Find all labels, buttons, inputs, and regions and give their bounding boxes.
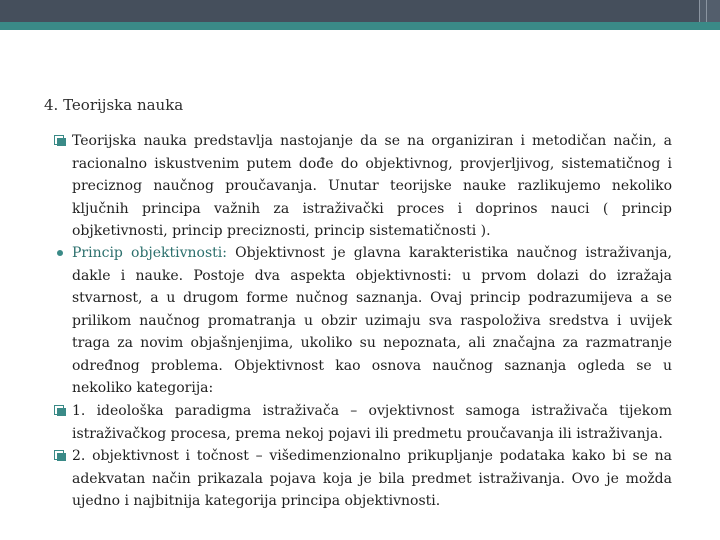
slide-body xyxy=(54,130,672,513)
paragraph-text: Objektivnost je glavna karakteristika naučnog istraživanja, dakle i nauke. Postoje dva aspekta objektivnosti: u prvom dolazi do izražaja stvarnost, a u drugom forme nučnog saznanja. Ovaj princip podrazumijeva a se prilikom naučnog promatranja u obzir uzimaju sva raspoloživa sredstva i uvijek traga za novim objašnjenjima, ukoliko su nepoznata, ali značajna za razmatranje određnog problema. Objektivnost kao osnova naučnog saznanja ogleda se u nekoliko kategorija: xyxy=(72,245,672,396)
paragraph-principle xyxy=(54,242,672,400)
checkbox-bullet-icon xyxy=(54,450,66,461)
top-bar-corner-block xyxy=(700,0,720,22)
paragraph-intro xyxy=(54,130,672,242)
top-bar-dark-band xyxy=(0,0,720,22)
paragraph-category-1 xyxy=(54,400,672,445)
top-bar-accent-band xyxy=(0,22,720,30)
top-bar-divider xyxy=(699,0,700,22)
checkbox-bullet-icon xyxy=(54,135,66,146)
dot-bullet-icon xyxy=(57,250,63,256)
top-bar-divider xyxy=(706,0,707,22)
paragraph-text: Teorijska nauka predstavlja nastojanje da se na organiziran i metodičan način, a racionalno iskustvenim putem dođe do objektivnog, provjerljivog, sistematičnog i preciznog naučnog proučavanja. Unutar teorijske nauke razlikujemo nekoliko ključnih principa važnih za istraživački proces i doprinos nauci ( princip objketivnosti, princip preciznosti, princip sistematičnosti ). xyxy=(72,133,672,239)
paragraph-category-2 xyxy=(54,445,672,513)
slide-title: 4. Teorijska nauka xyxy=(44,96,184,114)
paragraph-lead: Princip objektivnosti: xyxy=(72,245,227,261)
paragraph-text: 2. objektivnost i točnost – višedimenzionalno prikupljanje podataka kako bi se na adekvatan način prikazala pojava koja je bila predmet istraživanja. Ovo je možda ujedno i najbitnija kategorija principa objektivnosti. xyxy=(72,448,672,509)
paragraph-text: 1. ideološka paradigma istraživača – ovjektivnost samoga istraživača tijekom istraživačkog procesa, prema nekoj pojavi ili predmetu proučavanja ili istraživanja. xyxy=(72,403,672,442)
checkbox-bullet-icon xyxy=(54,405,66,416)
slide-top-bar xyxy=(0,0,720,30)
